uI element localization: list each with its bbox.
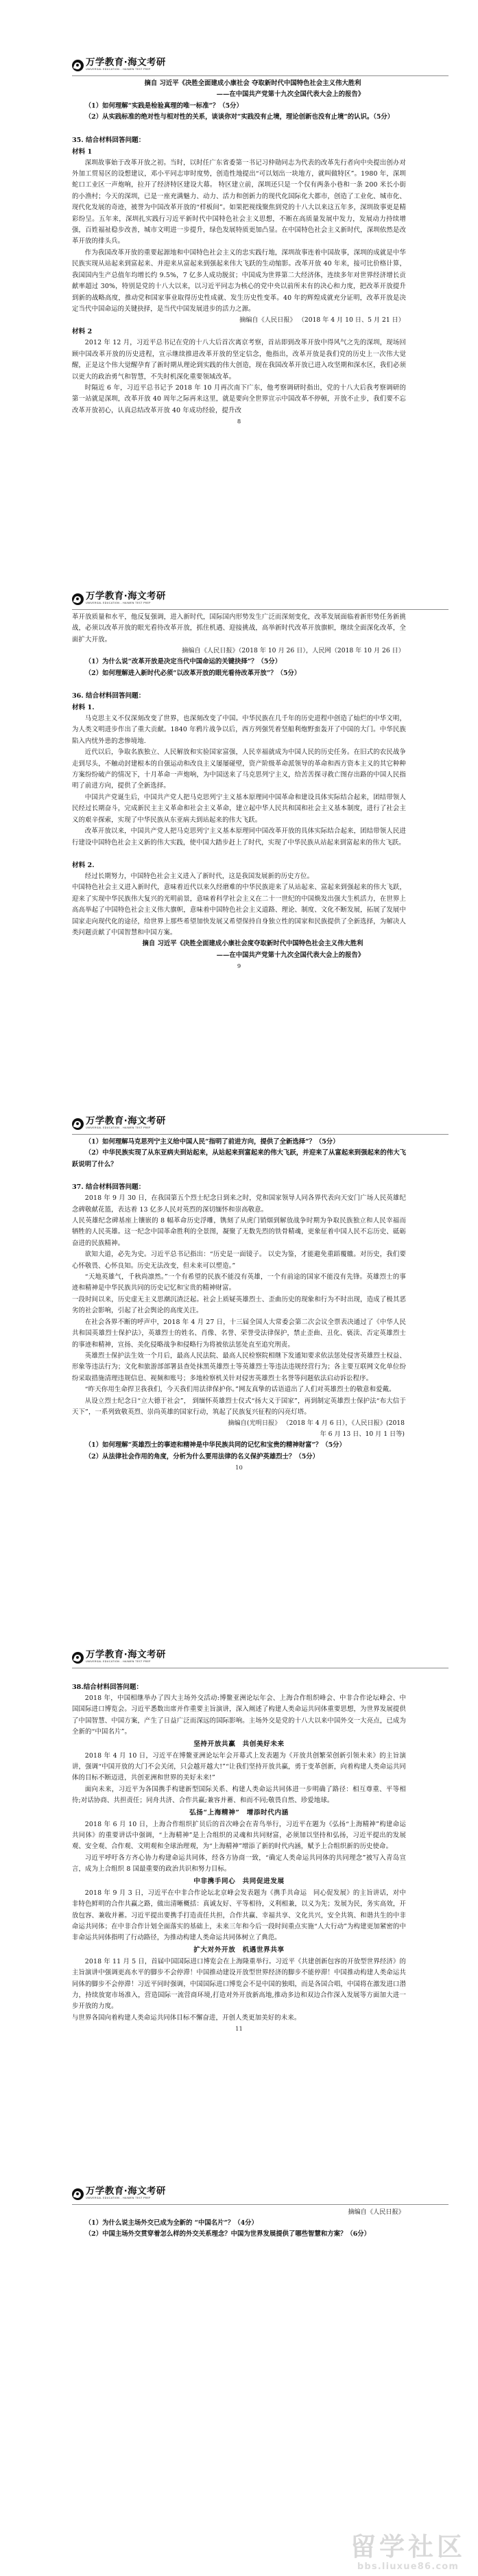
question-1: （1）如何理解马克思列宁主义给中国人民“指明了前进方向，提供了全新选择”？（5分） bbox=[84, 1138, 339, 1146]
material-1-paragraph-3: 中国共产党诞生后，中国共产党人把马克思列宁主义基本原理同中国革命和建设具体实际结合起来，团结带领人民经过长期奋斗，完成新民主主义革命和社会主义革命，建立起中华人民共和国和社会主义基本制度，进行了社会主义的艰辛探索，实现了中华民族从东亚病夫到站起来的伟大飞跃。 bbox=[72, 793, 406, 824]
source-attribution-line-1: 摘自 习近平《决胜全面建成小康社会度夺取新时代中国特色社会主义伟大胜利 bbox=[142, 940, 363, 948]
brand-name-en: UNIVERSAL EDUCATION - HAIWEN TEST PREP bbox=[86, 602, 151, 605]
section-1-paragraph-1: 2018 年 4 月 10 日，习近平在博鳌亚洲论坛年会开幕式上发表题为《开放共创繁荣创新引领未来》的主旨演讲，强调“中国开放的大门不会关闭，只会越开越大!”“让我们坚持开放共赢，勇于变革创新，向着构建人类命运共同体的目标不断迈进，共创亚洲和世界的美好未来!” bbox=[72, 1751, 406, 1782]
material-1-paragraph-2: 近代以后，争取名族独立、人民解放和实验国家富强，人民幸福就成为中国人民的历史任务。在旧式的农民战争走到尽头，不触动封建根本的自强运动和改良主义屡屡碰壁，资产阶级革命派领导的革命和西方资本主义的其它种种方案纷纷破产的情况下，十月革命一声炮响，为中国送来了马克思列宁主义，给苦苦探寻救亡图存出路的中国人民指明了前进方向，提供了全新选择。 bbox=[72, 748, 406, 790]
page-number: 10 bbox=[235, 1464, 243, 1472]
brand-name-cn: 万学教育·海文考研 bbox=[86, 2186, 166, 2197]
section-heading-37: 37. 结合材料回答问题： bbox=[72, 1183, 145, 1192]
section-4-paragraph-1: 2018 年 11 月 5 日，首届中国国际进口博览会在上海隆重举行。习近平《共建创新包容的开放型世界经济》的主旨演讲中强调更高水平的脚步不会停滞！中国推动建设开放型世界经济的脚步不能停滞！中国推动构建人类命运共同体的脚步不会停滞！习近平同时强调，中国国际进口博览会不是中国的独唱，而是各国合唱，中国将在激发进口潜力，持续放宽市场准入，营造国际一流营商环境,打造对外开放新高地,推动多边和双边合作深入发展等方面加大进一步开放的力度。 bbox=[72, 1957, 406, 2011]
swirl-logo-icon bbox=[72, 1652, 84, 1664]
material-paragraph-8: “昨天你用生命捍卫我我们，今天我们用法律保护你。”网友真挚的话语道出了人们对英雄烈士的敬意和爱戴。 bbox=[84, 1386, 396, 1394]
subheading-2: 弘扬“上海精神” 增添时代内涵 bbox=[189, 1808, 289, 1817]
source-attribution-line-1: 摘自 习近平《决胜全面建成小康社会 夺取新时代中国特色社会主义伟大胜利 bbox=[144, 80, 361, 87]
material-paragraph-1: 2018 年 9 月 30 日，在我国第五个烈士纪念日到来之时，党和国家领导人同各界代表向天安门广场人民英雄纪念碑敬献花篮，表达着 13 亿多人民对英烈的深切缅怀和崇高敬意。 bbox=[72, 1194, 406, 1214]
material-source-line-1: 摘编自(光明日报》 （2018 年 4 月 6 日），《人民日报》(2018 bbox=[228, 1419, 405, 1428]
section-heading-38: 38.结合材料回答问题： bbox=[72, 1683, 143, 1691]
brand-logo bbox=[72, 56, 406, 71]
page-number: 9 bbox=[237, 962, 241, 970]
material-source: 摘编自《人民日报》 bbox=[348, 2208, 405, 2216]
material-paragraph-3: 欲知大道，必先为史。习近平总书记指出：“历史是一面镜子。 以史为鉴，才能避免重蹈覆辙。对历史，我们要心怀敬畏、心怀良知。历史无法改变，但未来可以塑造。” bbox=[72, 1251, 406, 1270]
material-1-paragraph-1: 马克思主义不仅深刻改变了世界，也深刻改变了中国。中华民族在几千年的历史进程中创造了灿烂的中华文明，为人类文明进步作出了重大贡献。1840 年鸦片战争以后，西方列强凭着坚船利炮野蛮轰开了中国的大门。中华民族陷入内忧外患的悲惨境地. bbox=[72, 715, 406, 745]
brand-name-en: UNIVERSAL EDUCATION - HAIWEN TEST PREP bbox=[86, 68, 151, 71]
intro-paragraph: 2018 年，中国相继举办了四大主场外交活动:博鳌亚洲论坛年会、上海合作组织峰会、中非合作论坛峰会、中国国际进口博览会。习近平悉数出席并作重要主旨演讲，深入阐述了构建人类命运共同体重要思想，为世界发展提供了中国智慧、中国方案，产生了日益广泛而深远的国际影响。主场外交是党的十八大以来中国外交一大亮点，已成为全新的“中国名片”。 bbox=[72, 1694, 406, 1736]
page-number: 8 bbox=[237, 418, 241, 425]
material-1-source: 摘编自《人民日报》 （2018 年 4 月 10 日、5 月 21 日） bbox=[239, 316, 405, 324]
page-masthead bbox=[72, 1115, 406, 1135]
material-2-paragraph-2: 时隔近 6 年，习近平总书记予 2018 年 10 月再次南下广东，他考察调研时指出，党的十八大后我考察调研的第一站就是深圳，改革开放 40 周年之际再来这里，就是要向全世界宣示中国改革不停顿，开放不止步，我们要不忘改革开放初心，认真总结改革开放 40 年成功经验，提升改 bbox=[72, 383, 406, 414]
question-1: （1）为什么说“改革开放是决定当代中国命运的关键抉择”？（5分） bbox=[84, 658, 282, 666]
section-1-paragraph-2: 面向未来，习近平为各国携手构建新型国际关系、构建人类命运共同体进一步明确了路径：相互尊重、平等相待;对话协商、共担责任；同舟共济、合作共赢;兼容并蓄、和而不同;敬畏自然、珍爱地球。 bbox=[72, 1785, 406, 1805]
source-attribution-line-2: ——在中国共产党第十九次全国代表大会上的报告》 bbox=[216, 951, 365, 959]
section-heading-35: 35. 结合材料回答问题： bbox=[72, 136, 145, 144]
page-number: 11 bbox=[235, 2025, 243, 2033]
site-watermark bbox=[344, 2533, 473, 2572]
swirl-logo-icon bbox=[72, 1118, 84, 1130]
section-2-paragraph-1: 2018 年 6 月 10 日，上海合作组织扩员后的首次峰会在青鸟举行，习近平在题为《弘扬“上海精神”构建命运共同体》的重要讲话中强调，“上海精神”是上合组织的灵魂和共同财富，必须加以坚持和弘扬，习近平提出的发展观、安全观、合作观、文明观和全球治理观，为“上海精神”增添了新的时代内涵，赋予上合组织新的历史使命。 bbox=[72, 1820, 406, 1851]
material-2-paragraph-1: 2012 年 12 月，习近平总书记在党的十八大后首次离京考察，首站即到改革开放中得风气之先的深圳，现场回顾中国改革开放的历史进程，宣示继续推进改革开放的坚定信念，他指出，改革开放是我们党的历史上一次伟大觉醒，正是这个伟大觉醒孕育了新时期从理论到实践的伟大创造，现在我国改革开放已进入攻坚期和深水区，我们必须以更大的政治勇气和智慧，不失时机深化重要领域改革。 bbox=[72, 339, 406, 381]
brand-name-en: UNIVERSAL EDUCATION - HAIWEN TEST PREP bbox=[86, 1660, 151, 1664]
masthead-divider bbox=[72, 609, 449, 610]
continued-paragraph: 革开放质量和水平，他反复强调，进入新时代，国际国内形势发生广泛而深刻变化，改革发展面临着新形势任务新挑战，必须以改革开放的眼光看待改革开放，抓住机遇、迎接挑战，高举新时代改革开放旗帜，继续全面深化改革，全面扩大开放。 bbox=[72, 613, 406, 643]
page-masthead bbox=[72, 590, 406, 611]
brand-name-en: UNIVERSAL EDUCATION - HAIWEN TEST PREP bbox=[86, 2197, 151, 2200]
brand-name-en: UNIVERSAL EDUCATION - HAIWEN TEST PREP bbox=[86, 1126, 151, 1130]
masthead-divider bbox=[72, 75, 449, 76]
material-1-label: 材料 1 bbox=[72, 147, 93, 156]
section-2-paragraph-2: 习近平呼吁各方齐心协力构建命运共同体，经各方协商一致，“确定人类命运共同体的共同理念”被写入青岛宣言，成为上合组织 8 国最重要的政治共识和努力目标。 bbox=[72, 1854, 406, 1874]
document-page-final bbox=[0, 2185, 478, 2241]
swirl-logo-icon bbox=[72, 60, 84, 71]
subheading-4: 扩大对外开放 机遇世界共享 bbox=[193, 1946, 285, 1954]
material-paragraph-5: 一段时间以来，历史虚无主义思潮沉渣泛起。社会上质疑英雄烈士、歪曲历史的现象和行为不时出现，造成了极其恶劣的社会影响，引起了社会舆论的高度关注。 bbox=[72, 1295, 406, 1315]
source-attribution-line-2: ——在中国共产党第十九次全国代表大会上的报告》 bbox=[216, 91, 365, 99]
swirl-logo-icon bbox=[72, 2188, 84, 2200]
material-paragraph-6: 在社会各界不断的呼声中，2018 年 4 月 27 日，十三届全国人大常委会第二次会议全票表决通过了《中华人民共和国英雄烈士保护法》，英雄烈士的姓名、肖像、名誉、荣誉受法律保护，禁止歪曲、丑化、亵渎、否定英雄烈士的事迹和精神，宣扬、美化侵略战争和侵略行为将被依法惩处直至追究刑责。 bbox=[72, 1318, 406, 1349]
page-masthead bbox=[72, 2185, 406, 2206]
question-1: （1）为什么说主场外交已成为全新的 “中国名片”？（4分） bbox=[84, 2219, 258, 2227]
material-2-label: 材料 2. bbox=[72, 861, 95, 869]
material-paragraph-9: 从设立烈士纪念日“立大德于社会”， 到缅怀英雄烈士仪式“扬大义于国家”，再到制定英雄烈士保护法“布大信于天下”，一系列致敬英烈、崇尚英雄的国家行动，筑起了民族复兴征程的闪亮灯塔。 bbox=[72, 1397, 406, 1416]
watermark-url: bbs.liuxue86.com bbox=[357, 2562, 459, 2572]
masthead-divider bbox=[72, 1134, 449, 1135]
material-2-paragraph-2: 中国特色社会主义进入新时代，意味着近代以来久经磨难的中华民族迎来了从站起来、富起来到强起来的伟大飞跃，迎来了实现中华民族伟大复兴的光明前景，意味着科学社会主义在二十一世纪的中国焕发出强大生机活力，在世界上高高举起了中国特色社会主义伟大旗帜，意味着中国特色社会主义道路、理论、制度、文化不断发展，拓展了发展中国家走向现代化的途径，给世界上那些希望加快发展又希望保持自身独立性的国家和民族提供了全新选择，为解决人类问题贡献了中国智慧和中国方案。 bbox=[72, 884, 406, 936]
question-1: （1）如何理解“实践是检验真理的唯一标准”？（5分） bbox=[84, 102, 243, 110]
material-2-label: 材料 2 bbox=[72, 328, 93, 336]
brand-name-cn: 万学教育·海文考研 bbox=[86, 1649, 166, 1661]
section-3-paragraph-1: 2018 年 9 月 3 日，习近平在中非合作论坛北京峰会发表题为《携手共命运 同心促发展》的主旨讲话，对中非特色鲜明的合作共赢之路，做出清晰概括：真诚友好、平等相待，义利相兼，以义为先；发展为民，务实高效，开放包容、兼收并蓄。习近平提出要携手打造责任共担，合作共赢、幸福共享、文化共兴，安全共筑、和谐共生的中非命运共同体；在中非合作计划全面落实的基础上，未来三年和今后一段时间重点实施“人大行动”为构建更加紧密的中非命运共同体指明了行动路径，为推动构建人类命运共同体树立了典范。 bbox=[72, 1889, 406, 1942]
material-1-paragraph-4: 改革开放以来，中国共产党人把马克思列宁主义基本原理同中国改革开放的具体实际结合起来，团结带领人民进行建设中国特色社会主义新的伟大实践，使中国大踏步赶上了时代，实现了中华民族从站起来到富起来的伟大飞跃。 bbox=[72, 827, 406, 847]
question-2: （2）中华民族实现了从东亚病夫到站起来，从站起来到富起来的伟大飞跃，并迎来了从富起来到强起来的伟大飞跃说明了什么？ bbox=[72, 1149, 406, 1168]
watermark-text: 留学社区 bbox=[350, 2532, 466, 2562]
brand-name-cn: 万学教育·海文考研 bbox=[86, 1115, 166, 1127]
question-3: （1）如何理解“英雄烈士的事迹和精神是中华民族共同的记忆和宝贵的精神财富”？（5分） bbox=[84, 1441, 346, 1450]
question-2: （2）从实践标准的绝对性与相对性的关系，谈谈你对“实践没有止境，理论创新也没有止境”的认识。（5分） bbox=[84, 113, 394, 121]
page-masthead bbox=[72, 56, 406, 77]
document-page-11 bbox=[0, 1649, 478, 2033]
document-page-9 bbox=[0, 590, 478, 971]
material-paragraph-2: 人民英雄纪念碑基座上镶嵌的 8 幅革命历史浮雕，镌刻了从虎门销烟到解放战争时期为争取民族独立和人民幸福而牺牲的人民英雄。这一纪念中国革命胜利的全景图，凝聚了无数先烈的铁骨精魂，更象征着中国人民不忘历史、砥砺奋进的民族精神。 bbox=[72, 1217, 406, 1247]
material-1-paragraph-1: 深圳故事始于改革开放之初。当时，以时任广东省委第一书记习仲勋同志为代表的改革先行者向中央提出创办对外加工贸易区的设想建议，邓小平同志审时度势，创造性地提出“可以划出一块地方，就叫做特区”。1980 年，深圳蛇口工业区一声炮响，拉开了经济特区建设大幕。 特区建立前，深圳还只是一个仅有两条小巷和一条 200 米长小街的小渔村；今天的深圳，已是一座充满魅力、动力、活力和创新力的现代化国际化大都市，创造了工业化、城市化、现代化发展的奇迹，被誉为中国改革开放的“样板间”。如果把视线聚焦到党的十八大以来这五年多，深圳故事更是精彩纷呈。五年来，深圳扎实践行习近平新时代中国特色社会主义思想，不断在高质量发展中发力，发展动力持续增强，百姓福祉稳步改善，城市文明进一步提升，绿色发展特质更加凸显。在中国特色社会主义新时代，深圳依然是改革开放的排头兵。 bbox=[72, 158, 406, 246]
question-2: （2）如何理解进入新时代必须“以改革开放的眼光看待改革开放”？（5分） bbox=[84, 669, 301, 677]
continued-source: 摘编自《人民日报》（2018 年 10 月 26 日），人民网（2018 年 10 月 26 日） bbox=[182, 647, 405, 655]
brand-logo bbox=[72, 1115, 406, 1130]
document-page-10 bbox=[0, 1115, 478, 1472]
brand-name-cn: 万学教育·海文考研 bbox=[86, 591, 166, 602]
masthead-divider bbox=[72, 2204, 449, 2205]
brand-logo bbox=[72, 590, 406, 605]
question-4: （2）从法律社会作用的角度，分析为什么要用法律的名义保护英雄烈士？（5分） bbox=[84, 1452, 319, 1461]
section-heading-36: 36. 结合材料回答问题： bbox=[72, 692, 145, 700]
brand-logo bbox=[72, 1649, 406, 1664]
material-paragraph-7: 英雄烈士保护法生效一个月后，最高人民法院、最高人民检察院相继下发通知要求依法惩处侵害英雄烈士权益、形象等违法行为；文化和旅游部部署县查处抹黑英雄烈士等英雄烈士等违法违规经营行为；各主要互联网文化单位纷纷采取措施清理违规信息、视频和账号；多地检察机关针对侵害英雄烈士名誉等问题依法启动诉讼程序。 bbox=[72, 1351, 406, 1382]
material-2-paragraph-1: 经过长期努力，中国特色社会主义进入了新时代，这是我国发展新的历史方位。 bbox=[84, 872, 314, 880]
question-2: （2）中国主场外交贯穿着怎么样的外交关系理念？中国为世界发展提供了哪些智慧和方案？（6分） bbox=[84, 2230, 370, 2238]
material-source-line-2: 年 6 月 13 日、10 月 1 日等) bbox=[320, 1430, 405, 1439]
material-1-label: 材料 1. bbox=[72, 704, 95, 712]
page-masthead bbox=[72, 1649, 406, 1669]
subheading-1: 坚持开放共赢 共创美好未来 bbox=[193, 1740, 285, 1748]
section-4-paragraph-2: 与世界各国向着构建人类命运共同体目标不懈奋进，开创人类更加美好的未来。 bbox=[72, 2013, 301, 2022]
brand-logo bbox=[72, 2185, 406, 2200]
subheading-3: 中非携手同心 共同促进发展 bbox=[193, 1877, 285, 1885]
document-page-8 bbox=[0, 56, 478, 426]
swirl-logo-icon bbox=[72, 593, 84, 605]
material-1-paragraph-2: 作为我国改革开放的重要起源地和中国特色社会主义的忠实践行地，深圳故事连着中国故事，深圳的成就是中华民族实现从站起来到富起来、并迎来从富起来到强起来伟大飞跃的生动缩影。改革开放 40 年来，接可比价格计算，我国国内生产总值年均增长约 9.5%，7 亿多人成功脱贫；中国成为世界第二大经济体，连续多年对世界经济增长贡献率超过 30%，特别是党的十八大以来，以习近平同志为核心的党中央以前所未有的决心和力度，把改革开放提升到新的战略高度，推动党和国家事业取得历史性成就、发生历史性变革。40 年的辉煌成就充分证明，改革开放是决定当代中国命运的关键抉择，是当代中国发展进步的活力之源。 bbox=[72, 248, 406, 313]
brand-name-cn: 万学教育·海文考研 bbox=[86, 57, 166, 69]
material-paragraph-4: “天地英雄气，千秋尚凛然。”一个有希望的民族不能没有英雄，一个有前途的国家不能没有先锋。英雄烈士的事迹和精神是中华民族共同的历史记忆和宝贵的精神财富。 bbox=[72, 1273, 406, 1292]
